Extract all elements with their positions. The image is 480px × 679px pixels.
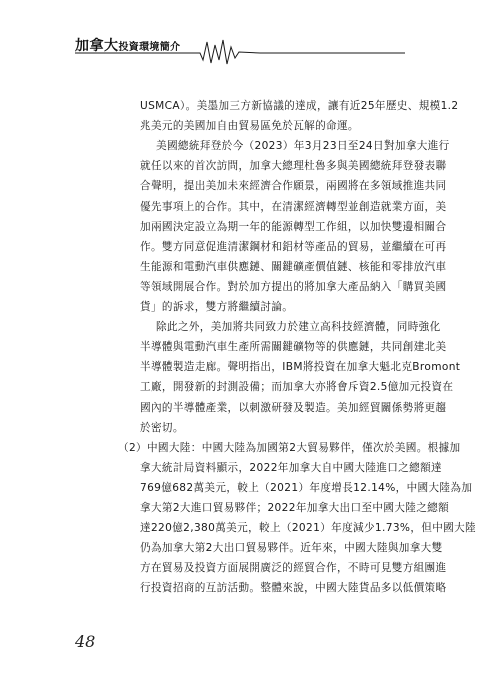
body-line: 優先事項上的合作。其中，在清潔經濟轉型並創造就業方面，美 — [140, 200, 447, 213]
body-line: 合聲明，提出美加未來經濟合作願景，兩國將在多領域推進共同 — [140, 180, 447, 193]
body-line: 作。雙方同意促進清潔鋼材和鋁材等產品的貿易，並繼續在可再 — [140, 240, 447, 253]
body-line: 769億682萬美元，較上（2021）年度增長12.14%，中國大陸為加 — [140, 481, 473, 494]
body-line: USMCA）。美墨加三方新協議的達成，讓有近25年歷史、規模1.2 — [140, 100, 459, 112]
body-line: 方在貿易及投資方面展開廣泛的經貿合作，不時可見雙方組團進 — [140, 562, 447, 575]
body-line: 半導體製造走廊。聲明指出，IBM將投資在加拿大魁北克Bromont — [140, 361, 461, 374]
body-line: 美國總統拜登於今（2023）年3月23日至24日對加拿大進行 — [156, 140, 450, 153]
body-line: 工廠，開發新的封測設備；而加拿大亦將會斥資2.5億加元投資在 — [140, 381, 454, 394]
body-line: 於密切。 — [140, 421, 184, 434]
body-line: （2）中國大陸：中國大陸為加國第2大貿易夥伴，僅次於美國。根據加 — [118, 441, 461, 454]
body-line: 貨」的訴求，雙方將繼續討論。 — [140, 301, 294, 313]
body-line: 拿大第2大進口貿易夥伴；2022年加拿大出口至中國大陸之總額 — [140, 502, 450, 514]
body-line: 半導體與電動汽車生產所需關鍵礦物等的供應鏈，共同創建北美 — [140, 341, 447, 354]
body-line: 達220億2,380萬美元，較上（2021）年度減少1.73%，但中國大陸 — [140, 522, 476, 535]
body-line: 行投資招商的互訪活動。整體來說，中國大陸貨品多以低價策略 — [140, 582, 447, 595]
body-line: 兆美元的美國加自由貿易區免於瓦解的命運。 — [140, 120, 359, 133]
body-line: 就任以來的首次訪問，加拿大總理杜魯多與美國總統拜登發表聯 — [140, 160, 447, 173]
body-line: 國內的半導體產業，以刺激研發及製造。美加經貿關係勢將更趨 — [140, 401, 447, 414]
body-line: 等領域開展合作。對於加方提出的將加拿大產品納入「購買美國 — [140, 280, 447, 293]
header-title-main: 加拿大 — [75, 38, 119, 54]
body-line: 除此之外，美加將共同致力於建立高科技經濟體，同時強化 — [156, 321, 441, 334]
page-number: 48 — [75, 632, 96, 651]
header-title-sub: 投資環境簡介 — [118, 42, 181, 53]
body-line: 生能源和電動汽車供應鏈、關鍵礦產價值鏈、核能和零排放汽車 — [140, 260, 447, 273]
body-line: 拿大統計局資料顯示，2022年加拿大自中國大陸進口之總額達 — [140, 461, 442, 474]
body-line: 加兩國決定設立為期一年的能源轉型工作組，以加快雙邊相關合 — [140, 220, 447, 233]
body-line: 仍為加拿大第2大出口貿易夥伴。近年來，中國大陸與加拿大雙 — [140, 542, 443, 555]
